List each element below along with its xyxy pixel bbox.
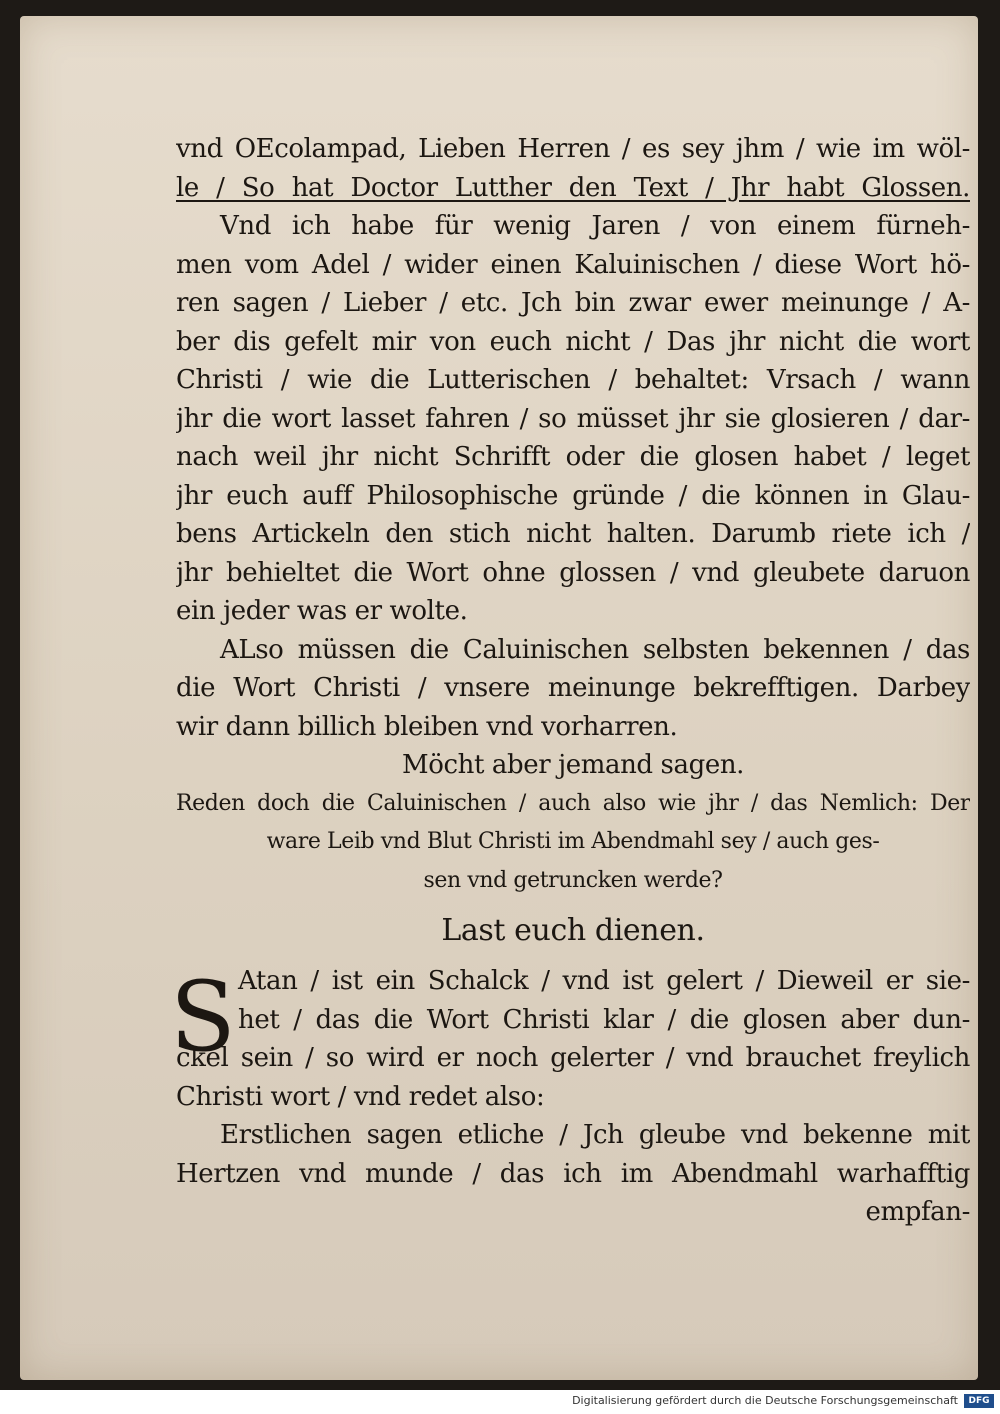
catchword: empfan- — [865, 1197, 970, 1227]
dfg-logo-icon: DFG — [964, 1394, 994, 1408]
text-line: jhr die wort lasset fahren / so müsset jhr sie glosieren / dar- — [176, 403, 970, 434]
question-line: Reden doch die Caluinischen / auch also wie jhr / das Nemlich: Der — [176, 790, 970, 816]
text-line: Hertzen vnd munde / das ich im Abendmahl warhafftig — [176, 1158, 970, 1189]
drop-cap: S — [170, 961, 236, 1073]
text-line: die Wort Christi / vnsere meinunge bekrefftigen. Darbey — [176, 673, 970, 703]
text-line: Vnd ich habe für wenig Jaren / von einem fürneh- — [220, 211, 970, 241]
text-line: jhr behieltet die Wort ohne glossen / vnd gleubete daruon — [176, 557, 970, 588]
text-line: Atan / ist ein Schalck / vnd ist gelert / Dieweil er sie- — [238, 966, 970, 996]
page-text — [170, 130, 970, 1232]
text-line: bens Artickeln den stich nicht halten. Darumb riete ich / — [176, 519, 970, 549]
question-line: ware Leib vnd Blut Christi im Abendmahl sey / auch ges- — [266, 829, 880, 854]
text-line: ckel sein / so wird er noch gelerter / vnd brauchet freylich — [176, 1043, 970, 1073]
text-line: Erstlichen sagen etliche / Jch gleube vnd bekenne mit — [220, 1120, 970, 1150]
footer-bar — [0, 1390, 1000, 1414]
section-heading: Last euch dienen. — [441, 913, 705, 948]
question-line: sen vnd getruncken werde? — [423, 867, 723, 893]
text-line: ALso müssen die Caluinischen selbsten bekennen / das — [220, 634, 970, 665]
text-line: wir dann billich bleiben vnd vorharren. — [176, 711, 678, 742]
text-line: jhr euch auff Philosophische gründe / die können in Glau- — [176, 480, 970, 511]
drop-cap-paragraph — [170, 961, 970, 1116]
text-line: Christi / wie die Lutterischen / behaltet: Vrsach / wann — [176, 365, 970, 395]
text-line: ren sagen / Lieber / etc. Jch bin zwar ewer meinunge / A- — [176, 288, 970, 318]
text-line: het / das die Wort Christi klar / die glosen aber dun- — [238, 1004, 970, 1035]
text-line: ein jeder was er wolte. — [176, 596, 468, 626]
text-line: le / So hat Doctor Lutther den Text / Jhr habt Glossen. — [176, 172, 970, 203]
question-intro: Möcht aber jemand sagen. — [401, 750, 745, 780]
text-line: nach weil jhr nicht Schrifft oder die glosen habet / leget — [176, 442, 970, 472]
text-line: ber dis gefelt mir von euch nicht / Das jhr nicht die wort — [176, 326, 970, 357]
text-line: vnd OEcolampad, Lieben Herren / es sey jhm / wie im wöl- — [176, 134, 970, 164]
text-line: Christi wort / vnd redet also: — [176, 1081, 545, 1112]
text-line: men vom Adel / wider einen Kaluinischen / diese Wort hö- — [176, 249, 970, 280]
funding-note: Digitalisierung gefördert durch die Deutsche Forschungsgemeinschaft — [572, 1394, 958, 1407]
